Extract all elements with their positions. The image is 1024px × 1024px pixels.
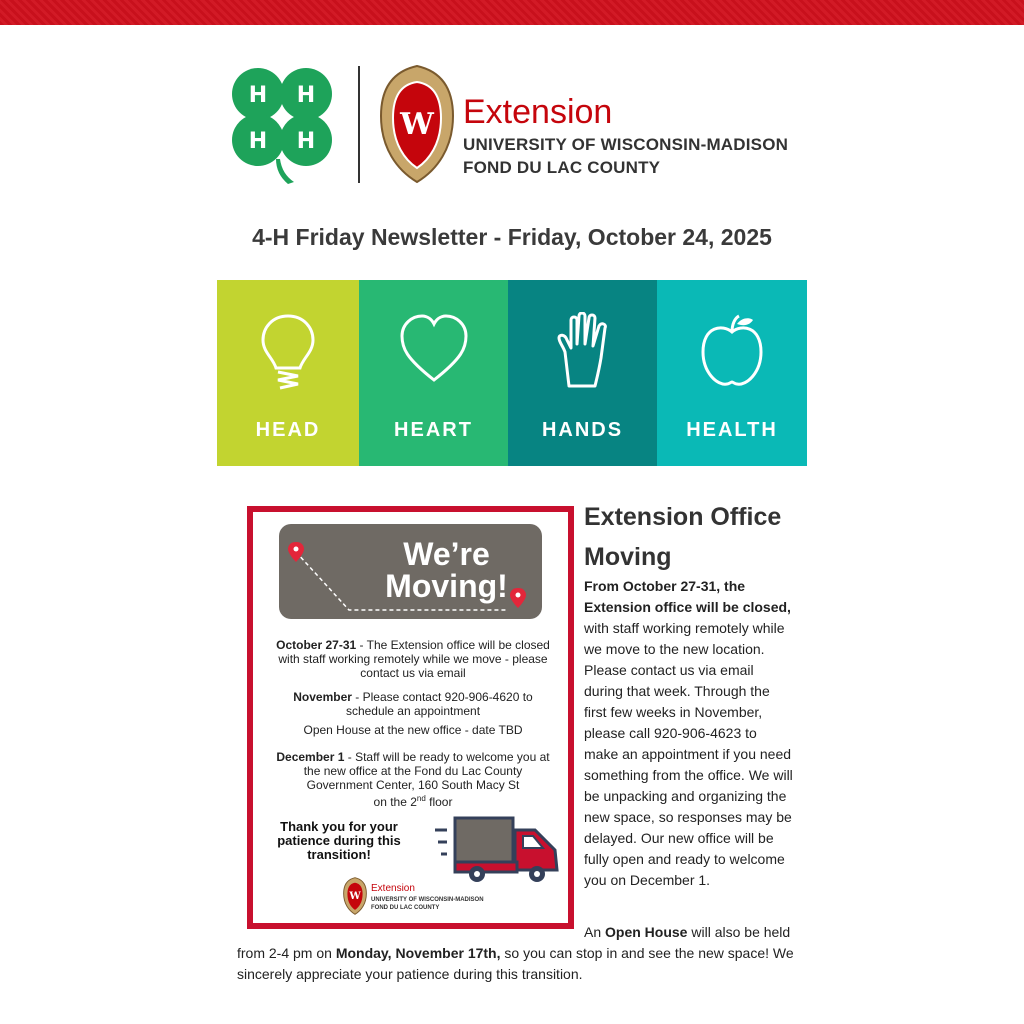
moving-headline: We’re Moving! [385,536,508,604]
flyer-extension-logo: W Extension UNIVERSITY OF WISCONSIN-MADISON FOND DU LAC COUNTY [343,877,367,920]
flyer-floor: on the 2nd floor [373,794,453,809]
svg-text:H: H [248,83,268,108]
svg-text:H: H [248,129,268,154]
svg-text:W: W [400,107,434,142]
svg-text:H: H [296,129,316,154]
header-logos [222,62,802,187]
4h-clover-logo [222,64,342,184]
svg-text:H: H [296,83,316,108]
panel-health [657,280,807,466]
four-h-banner [217,280,807,466]
article-paragraph-2: An Open House will also be held from 2-4 pm on Monday, November 17th, so you can stop in and see the new space! We sincerely appreciate your patience during this transition. [237,924,794,982]
panel-health-label: HEALTH [686,419,778,441]
panel-heart [359,280,508,466]
flyer-thanks: Thank you for your patience during this transition! [277,819,401,862]
top-border-band [0,0,1024,25]
flyer-open-house: Open House at the new office - date TBD [303,723,523,737]
page-title: 4-H Friday Newsletter - Friday, October 24, 2025 [252,224,772,250]
flyer-october: October 27-31 - The Extension office will be closed with staff working remotely while we move - please contact us via email [276,638,550,680]
article-paragraph-1: From October 27-31, the Extension office will be closed, with staff working remotely while we move to the new location. Please contact us via email during that week. Through the first few weeks in November, please call 920-906-4623 to make an appointment if you need something from the office. We will be unpacking and organizing the new space, so responses may be delayed. Our new office will be fully open and ready to welcome you on December 1. [584,578,793,888]
apple-icon [699,312,765,392]
uw-crest-icon [379,64,455,184]
extension-wordmark: Extension [463,93,613,131]
hand-icon [555,312,611,392]
panel-head-label: HEAD [255,419,321,441]
panel-hands-label: HANDS [541,419,624,441]
uw-crest-small-icon [343,877,367,915]
moving-flyer [247,506,574,929]
heart-icon [398,312,470,392]
university-name: UNIVERSITY OF WISCONSIN-MADISON [463,135,789,154]
panel-hands [508,280,657,466]
flyer-december: December 1 - Staff will be ready to welcome you at the new office at the Fond du Lac County Government Center, 160 South Macy St [276,750,550,792]
flyer-november: November - Please contact 920-906-4620 to schedule an appointment [293,690,533,718]
county-name: FOND DU LAC COUNTY [463,158,661,177]
article-heading: Extension Office Moving [584,503,782,571]
moving-truck-icon [435,812,565,892]
panel-head [217,280,359,466]
svg-text:W: W [349,891,361,903]
logo-divider [358,66,360,183]
panel-heart-label: HEART [394,419,473,441]
moving-headline-box [279,524,542,619]
lightbulb-icon [258,312,318,392]
